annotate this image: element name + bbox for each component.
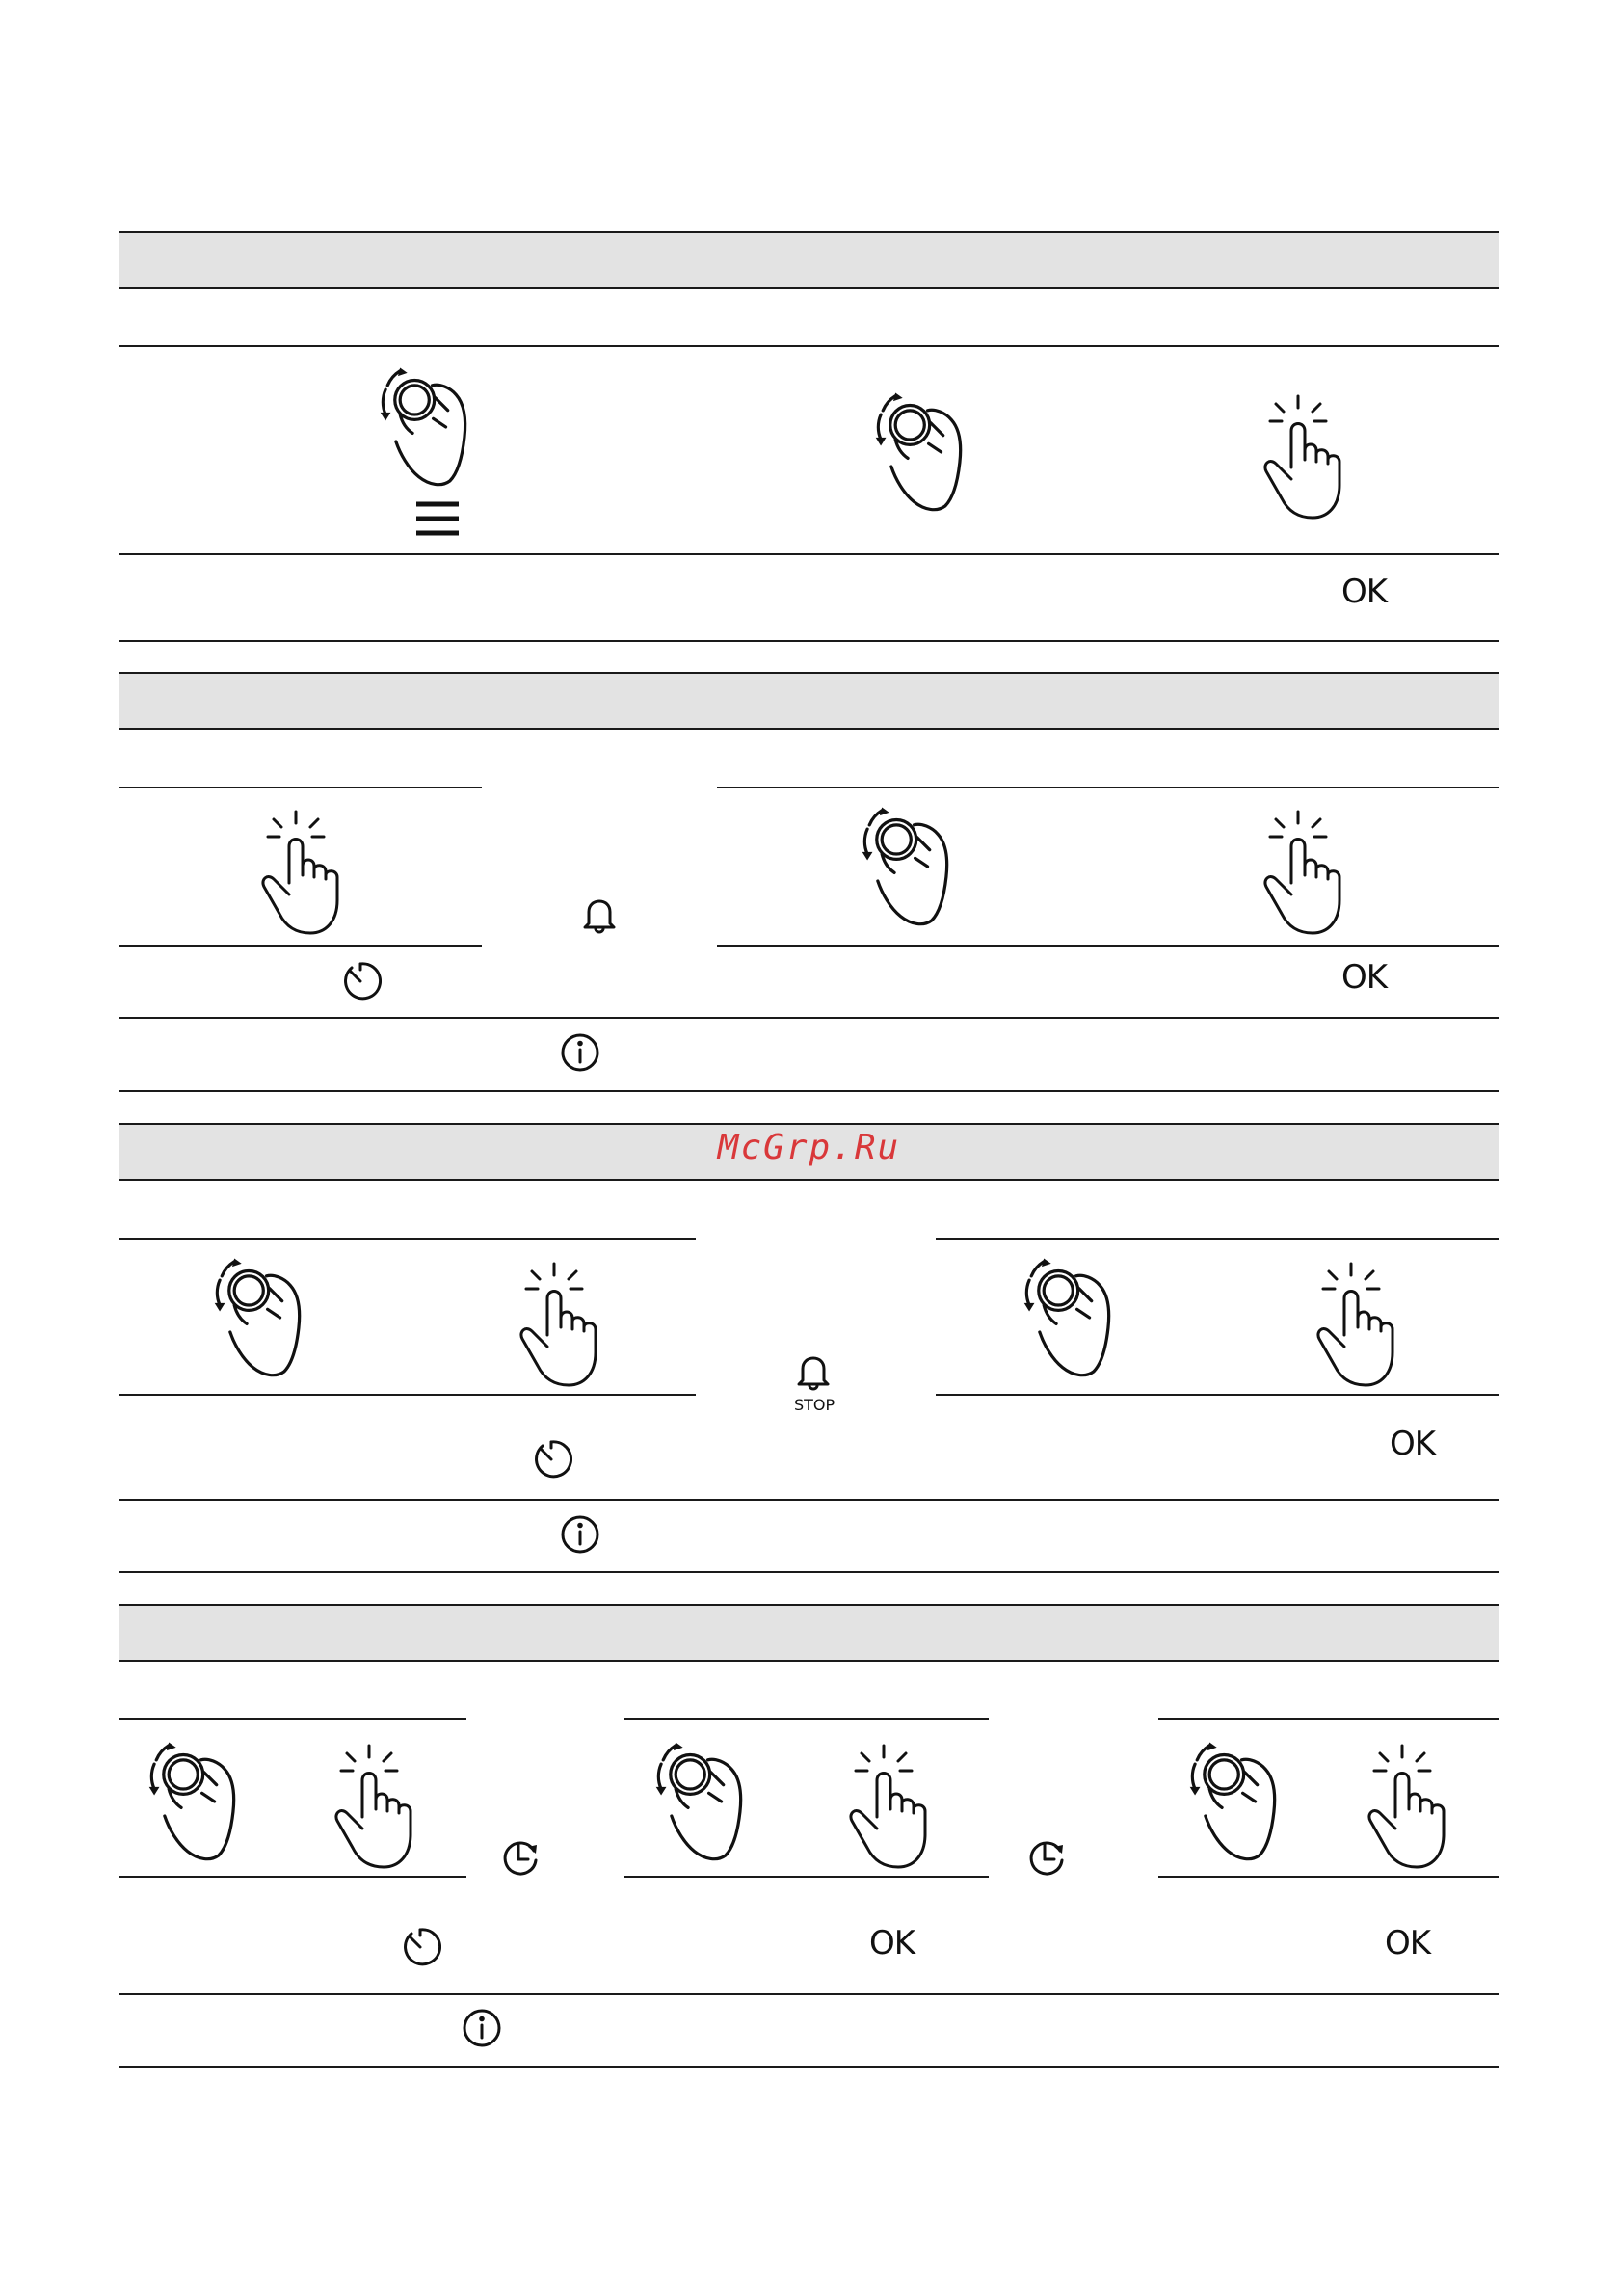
divider [119,787,482,788]
knob-rotate-icon [1181,1735,1287,1870]
divider [119,345,1499,347]
hand-tap-icon [1253,806,1349,941]
hand-tap-icon [1357,1740,1453,1875]
knob-rotate-icon [1016,1251,1122,1386]
watermark: McGrp.Ru [717,1128,901,1167]
divider [717,945,1499,947]
divider [1158,1876,1499,1878]
menu-icon [414,499,461,538]
knob-rotate-icon [854,800,960,935]
ok-label: OK [1341,958,1388,997]
divider [624,1876,989,1878]
divider [119,1571,1499,1573]
ok-label: OK [1385,1924,1431,1962]
divider [1158,1718,1499,1720]
timer-icon [399,1926,441,1968]
clock-icon [499,1835,542,1878]
divider [936,1394,1499,1396]
divider [119,553,1499,555]
info-icon [559,1513,601,1556]
divider [119,1017,1499,1019]
hand-tap-icon [509,1258,605,1393]
hand-tap-icon [1306,1258,1402,1393]
divider [119,945,482,947]
divider [119,1394,696,1396]
ok-label: OK [1341,573,1388,611]
bell-icon [580,896,619,935]
divider [119,640,1499,642]
ok-label: OK [869,1924,915,1962]
stop-label: STOP [794,1396,836,1414]
section-2-header [119,672,1499,730]
timer-icon [530,1438,572,1481]
divider [936,1238,1499,1240]
hand-tap-icon [1253,390,1349,525]
divider [119,1090,1499,1092]
divider [624,1718,989,1720]
divider [119,1499,1499,1501]
hand-tap-icon [251,806,347,941]
divider [119,1238,696,1240]
knob-rotate-icon [648,1735,754,1870]
hand-tap-icon [324,1740,420,1875]
info-icon [559,1031,601,1074]
divider [119,1876,466,1878]
knob-rotate-icon [372,360,478,495]
knob-rotate-icon [141,1735,247,1870]
info-icon [461,2007,503,2049]
divider [119,1718,466,1720]
hand-tap-icon [838,1740,935,1875]
divider [119,2066,1499,2068]
ok-label: OK [1390,1425,1436,1463]
knob-rotate-icon [867,386,973,521]
clock-icon [1025,1835,1068,1878]
bell-icon [794,1353,833,1392]
section-1-header [119,231,1499,289]
knob-rotate-icon [206,1251,312,1386]
section-4-header [119,1604,1499,1662]
divider [717,787,1499,788]
divider [119,1993,1499,1995]
timer-icon [339,960,382,1002]
